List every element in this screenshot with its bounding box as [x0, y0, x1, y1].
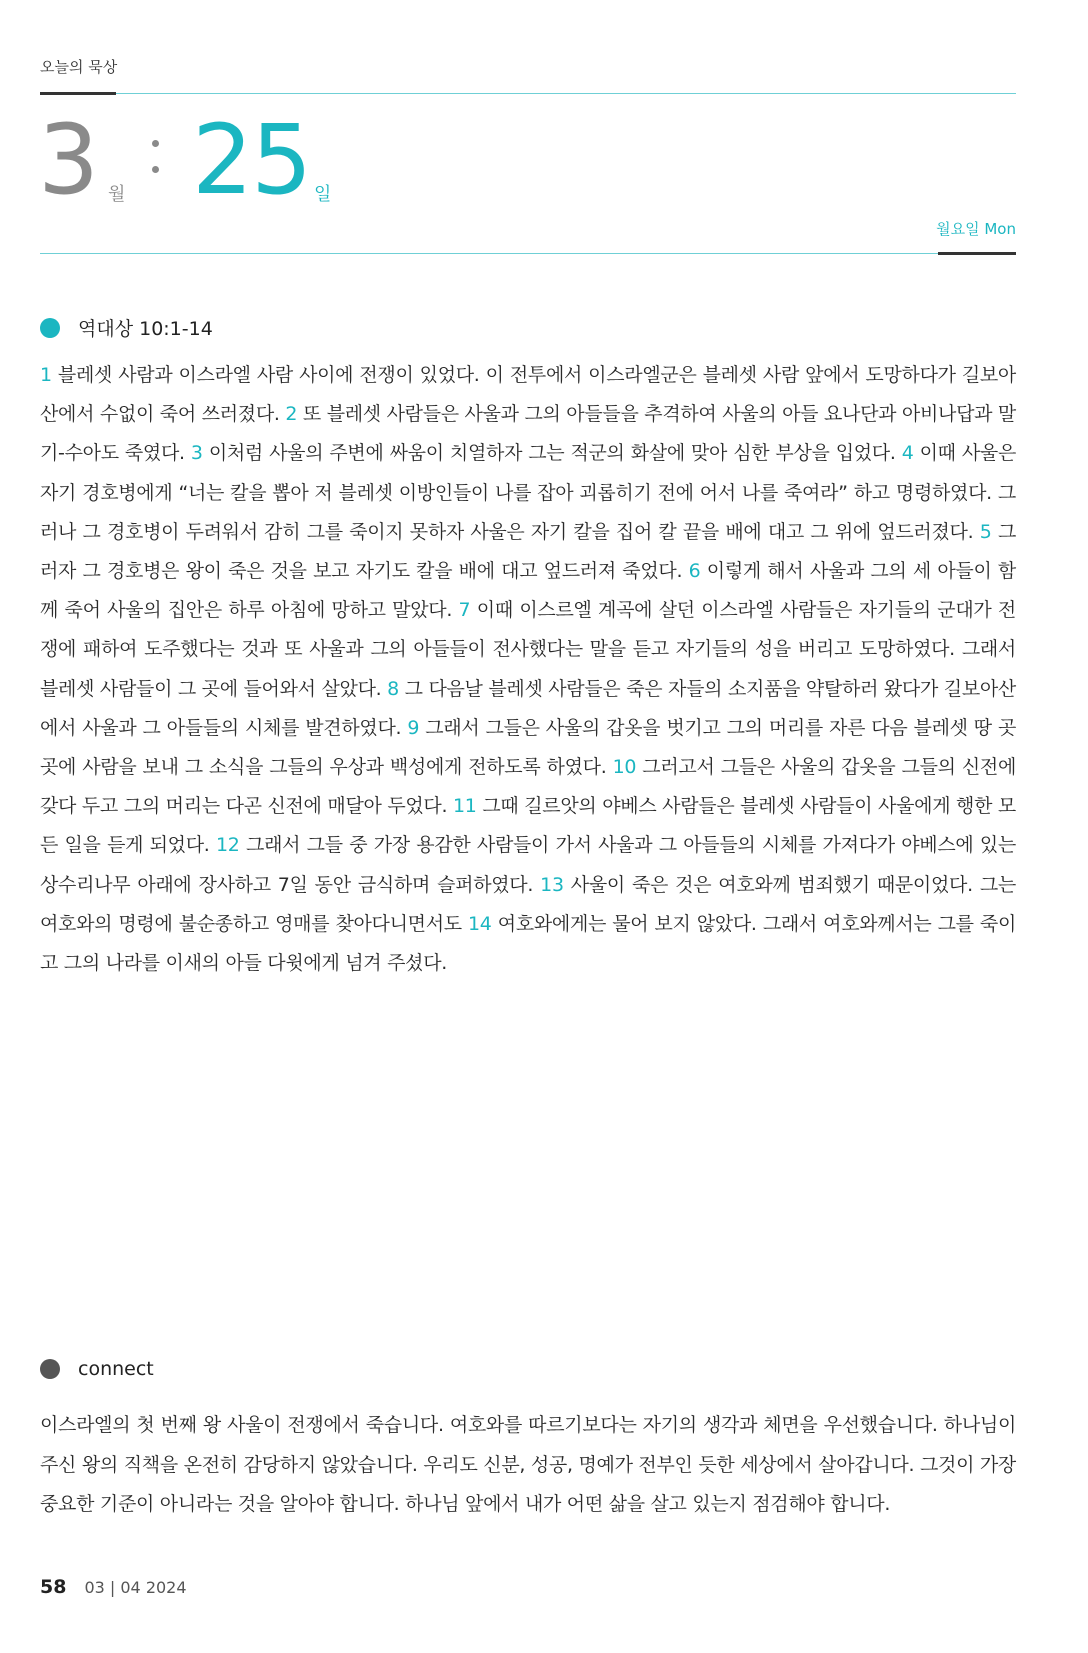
verse-number: 2	[285, 403, 298, 426]
verse-text: 사울이 죽은 것은 여호와께 범죄했기 때문이었다. 그는 여호와의 명령에 불순종하고 영매를 찾아다니면서도	[40, 873, 1016, 935]
cyan-bullet-icon	[40, 318, 60, 338]
verse-text: 이처럼 사울의 주변에 싸움이 치열하자 그는 적군의 화살에 맞아 심한 부상을 입었다.	[202, 442, 902, 465]
verse-text: 블레셋 사람과 이스라엘 사람 사이에 전쟁이 있었다. 이 전투에서 이스라엘군은 블레셋 사람 앞에서 도망하다가 길보아산에서 수없이 죽어 쓰러졌다.	[40, 364, 1016, 426]
verse-text: 그래서 그들 중 가장 용감한 사람들이 가서 사울과 그 아들들의 시체를 가져다가 야베스에 있는 상수리나무 아래에 장사하고 7일 동안 금식하며 슬퍼하였다.	[40, 834, 1016, 896]
gray-bullet-icon	[40, 1359, 60, 1379]
verse-text: 그때 길르앗의 야베스 사람들은 블레셋 사람들이 사울에게 행한 모든 일을 듣게 되었다.	[40, 795, 1016, 857]
verse-text: 이렇게 해서 사울과 그의 세 아들이 함께 죽어 사울의 집안은 하루 아침에 망하고 말았다.	[40, 560, 1016, 622]
verse-number: 10	[612, 756, 637, 779]
verse-number: 6	[688, 560, 701, 583]
weekday-underline	[938, 252, 1016, 255]
label-underline	[40, 92, 116, 95]
verse-text: 그래서 그들은 사울의 갑옷을 벗기고 그의 머리를 자른 다음 블레셋 땅 곳곳에 사람을 보내 그 소식을 그들의 우상과 백성에게 전하도록 하였다.	[40, 716, 1016, 779]
verse-number: 11	[453, 795, 477, 818]
header-bottom-rule	[40, 253, 938, 254]
footer	[40, 1576, 187, 1598]
verse-text: 그 다음날 블레셋 사람들은 죽은 자들의 소지품을 약탈하러 왔다가 길보아산에서 사울과 그 아들들의 시체를 발견하였다.	[40, 677, 1016, 739]
verse-text: 여호와에게는 물어 보지 않았다. 그래서 여호와께서는 그를 죽이고 그의 나라를 이새의 아들 다윗에게 넘겨 주셨다.	[40, 912, 1017, 975]
verse-number: 13	[540, 873, 564, 896]
verse-number: 14	[468, 912, 492, 935]
verse-number: 3	[190, 442, 203, 465]
verse-text: 또 블레셋 사람들은 사울과 그의 아들들을 추격하여 사울의 아들 요나단과 아비나답과 말기-수아도 죽였다.	[40, 403, 1016, 465]
connect-heading	[40, 1358, 154, 1380]
connect-text: 이스라엘의 첫 번째 왕 사울이 전쟁에서 죽습니다. 여호와를 따르기보다는 자기의 생각과 체면을 우선했습니다. 하나님이 주신 왕의 직책을 온전히 감당하지 않았습니다. 우리도 신분, 성공, 명예가 전부인 듯한 세상에서 살아갑니다. 그것이 가장 중요한 기준이 아니라는 것을 알아야 합니다. 하나님 앞에서 내가 어떤 삶을 살고 있는지 점검해야 합니다.	[40, 1414, 1016, 1515]
verse-number: 1	[40, 364, 52, 386]
verse-number: 5	[979, 520, 992, 543]
section-label: 오늘의 묵상	[40, 58, 118, 76]
date-separator-dot-bottom	[152, 166, 159, 173]
verse-text: 이때 이스르엘 계곡에 살던 이스라엘 사람들은 자기들의 군대가 전쟁에 패하여 도주했다는 것과 또 사울과 그의 아들들이 전사했다는 말을 듣고 자기들의 성을 버리고 도망하였다. 그래서 블레셋 사람들이 그 곳에 들어와서 살았다.	[40, 599, 1016, 700]
connect-title: connect	[78, 1358, 154, 1380]
verse-number: 9	[407, 716, 420, 739]
verse-text: 이때 사울은 자기 경호병에게 “너는 칼을 뽑아 저 블레셋 이방인들이 나를 잡아 괴롭히기 전에 어서 나를 죽여라” 하고 명령하였다. 그러나 그 경호병이 두려워서 감히 그를 죽이지 못하자 사울은 자기 칼을 집어 칼 끝을 배에 대고 그 위에 엎드러졌다.	[40, 442, 1017, 543]
day-unit: 일	[314, 184, 332, 205]
day-number: 25	[192, 104, 311, 216]
top-rule	[116, 93, 1016, 94]
weekday-label: 월요일 Mon	[936, 220, 1016, 238]
verse-number: 7	[458, 599, 471, 622]
verse-number: 4	[901, 442, 914, 465]
month-number: 3	[38, 104, 98, 216]
scripture-reference: 역대상 10:1-14	[78, 318, 213, 340]
date-separator-dot-top	[152, 140, 159, 147]
scripture-heading	[40, 314, 213, 341]
verse-number: 8	[387, 677, 399, 700]
verse-text: 그러고서 그들은 사울의 갑옷을 그들의 신전에 갖다 두고 그의 머리는 다곤 신전에 매달아 두었다.	[40, 756, 1016, 818]
verse-number: 12	[216, 834, 240, 857]
verse-text: 그러자 그 경호병은 왕이 죽은 것을 보고 자기도 칼을 배에 대고 엎드러져 죽었다.	[40, 520, 1016, 583]
page-number: 58	[40, 1576, 67, 1598]
month-unit: 월	[108, 184, 126, 205]
scripture-text	[40, 356, 1016, 983]
issue-date: 03 | 04 2024	[84, 1578, 187, 1597]
